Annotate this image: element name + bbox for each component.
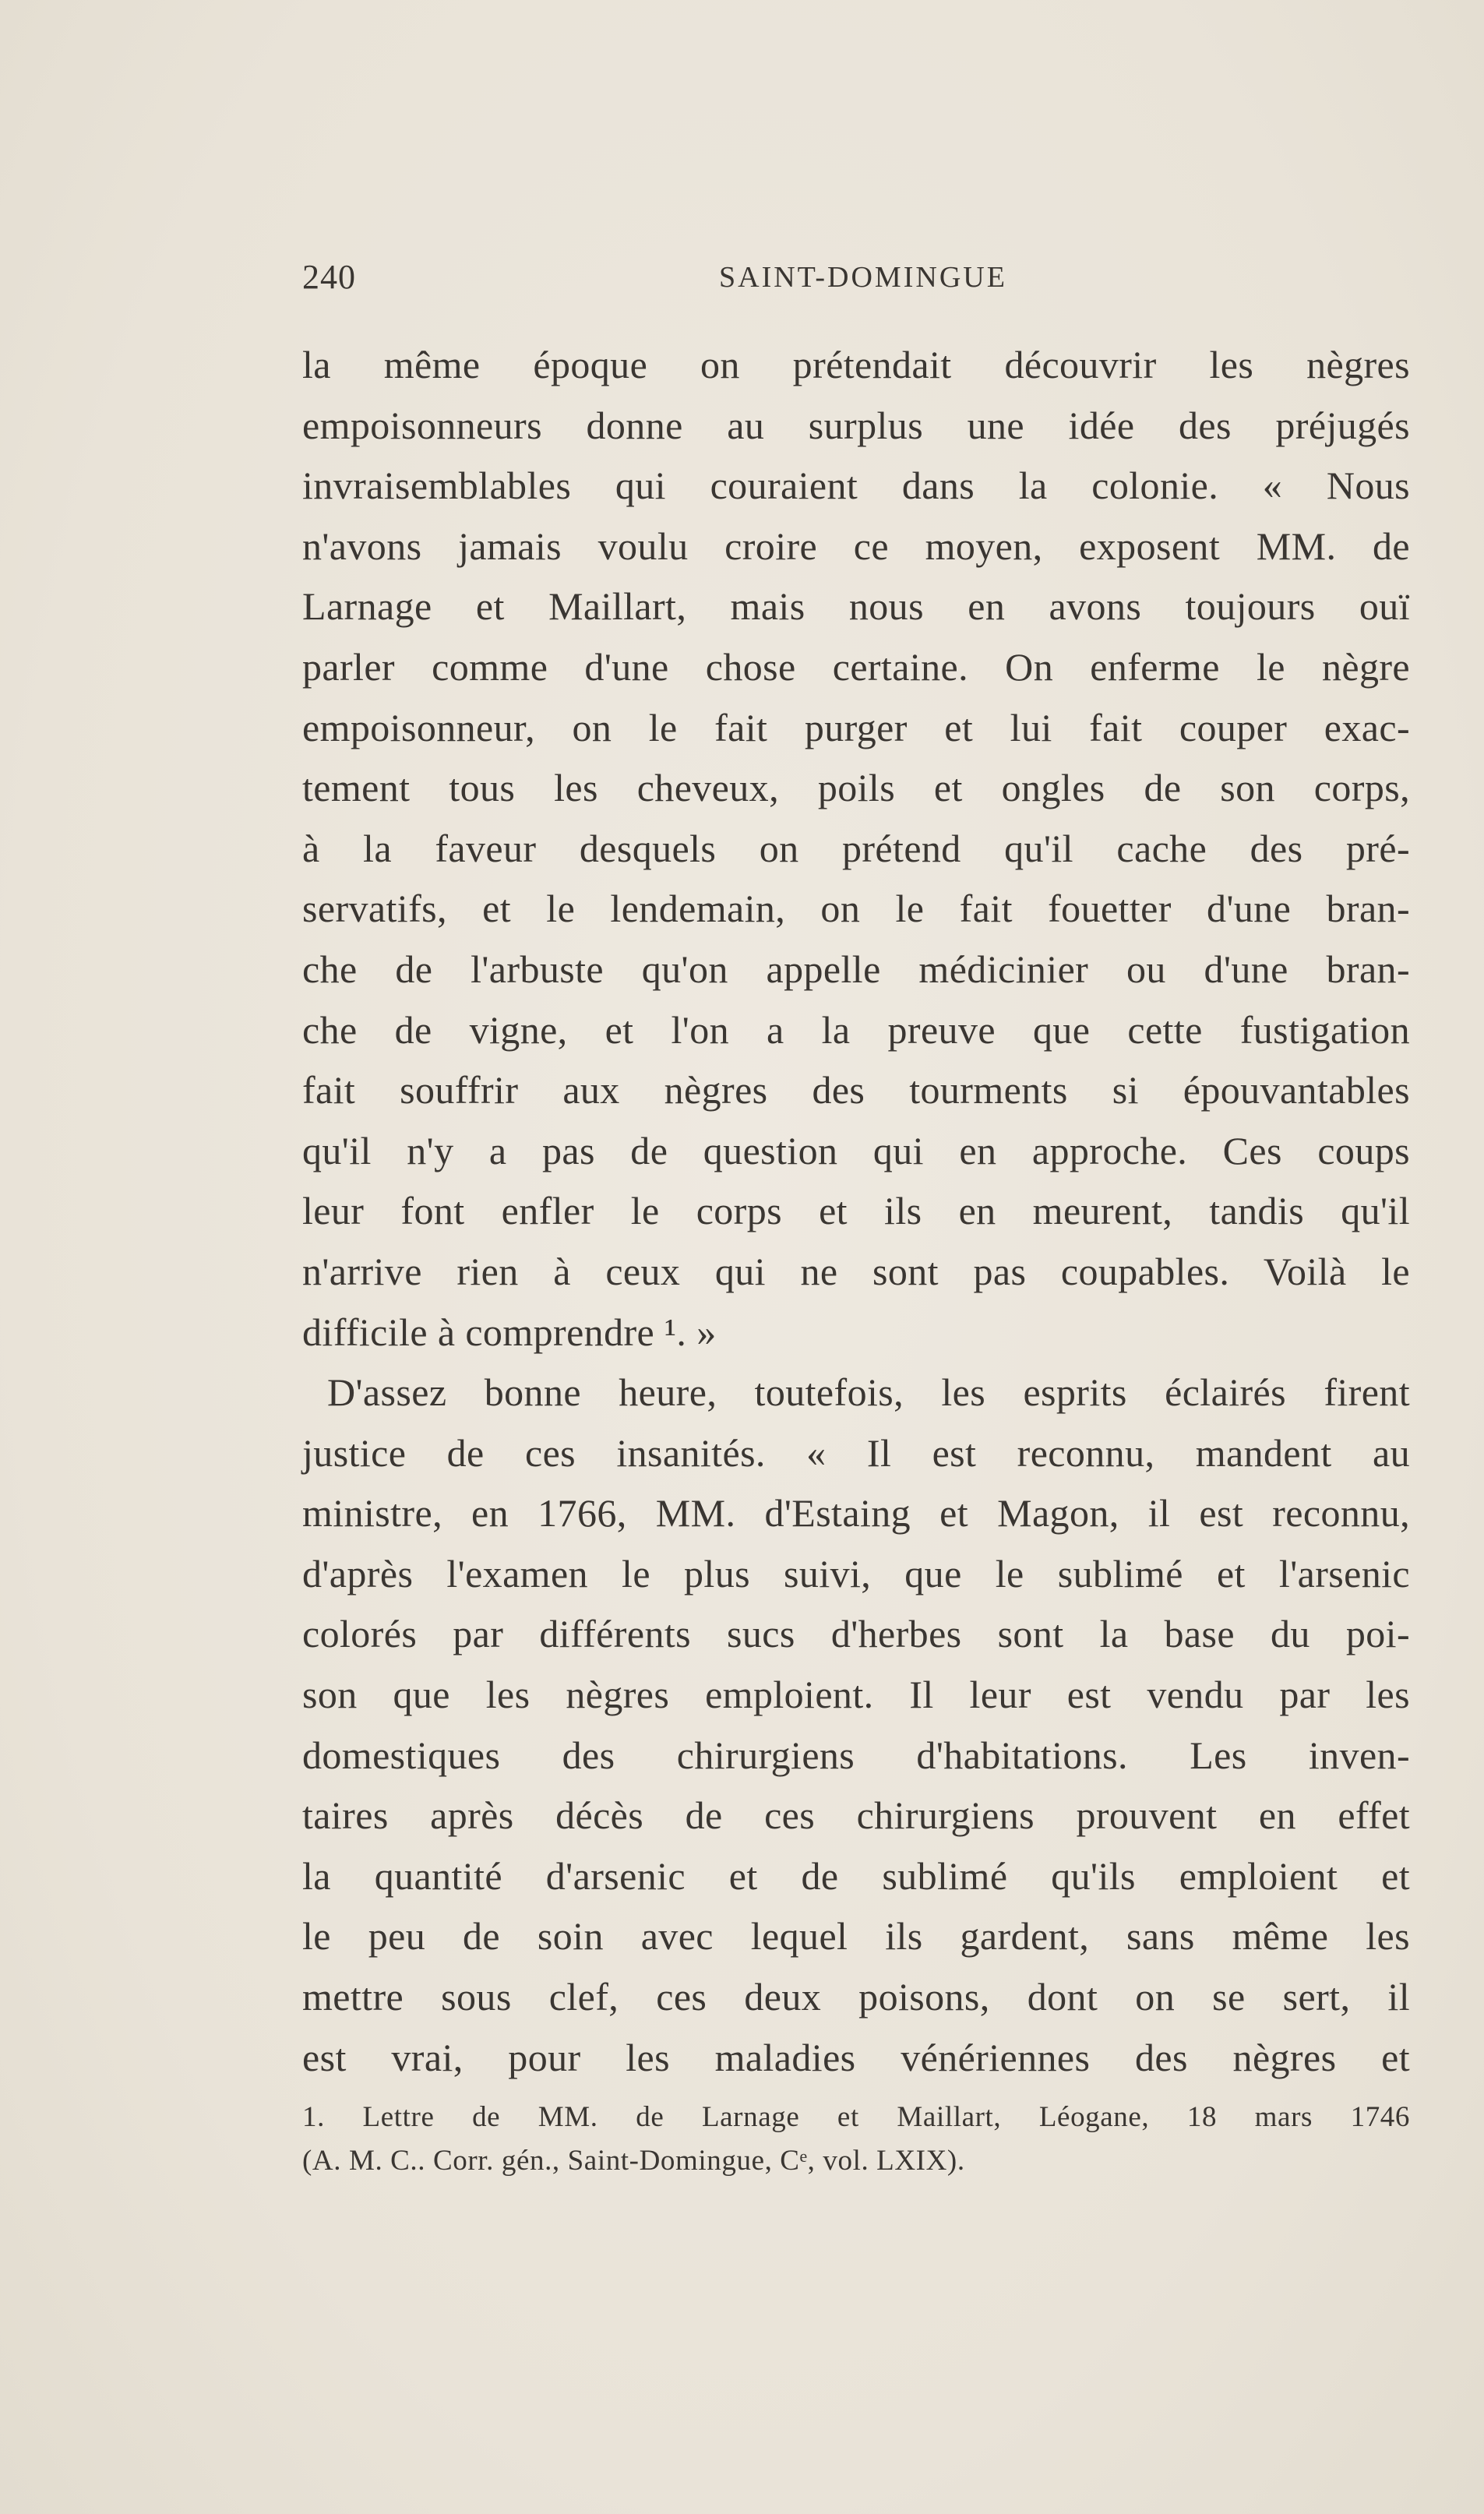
text-line: difficile à comprendre ¹. » <box>302 1310 717 1354</box>
footnotes <box>302 2096 1410 2183</box>
text-line: n'avons jamais voulu croire ce moyen, exposent MM. de <box>302 524 1410 568</box>
text-line: la quantité d'arsenic et de sublimé qu'ils emploient et <box>302 1853 1410 1898</box>
text-line: à la faveur desquels on prétend qu'il cache des pré- <box>302 826 1410 870</box>
text-line: Larnage et Maillart, mais nous en avons toujours ouï <box>302 584 1410 629</box>
text-line: d'après l'examen le plus suivi, que le sublimé et l'arsenic <box>302 1551 1410 1595</box>
text-line: parler comme d'une chose certaine. On enferme le nègre <box>302 644 1410 689</box>
text-line: le peu de soin avec lequel ils gardent, sans même les <box>302 1914 1410 1959</box>
footnote-line: (A. M. C.. Corr. gén., Saint-Domingue, Cᵉ, vol. LXIX). <box>302 2145 965 2177</box>
text-line: fait souffrir aux nègres des tourments si épouvantables <box>302 1068 1410 1112</box>
text-line: ministre, en 1766, MM. d'Estaing et Magon, il est reconnu, <box>302 1491 1410 1536</box>
text-line: colorés par différents sucs d'herbes sont la base du poi- <box>302 1612 1410 1656</box>
text-line: la même époque on prétendait découvrir les nègres <box>302 343 1410 386</box>
page-number: 240 <box>302 258 356 296</box>
text-line: empoisonneurs donne au surplus une idée des préjugés <box>302 403 1410 447</box>
text-line: taires après décès de ces chirurgiens prouvent en effet <box>302 1793 1410 1838</box>
text-line: servatifs, et le lendemain, on le fait fouetter d'une bran- <box>302 887 1410 931</box>
body-text <box>302 335 1410 2088</box>
text-line: n'arrive rien à ceux qui ne sont pas coupables. Voilà le <box>302 1249 1410 1293</box>
footnote-line: 1. Lettre de MM. de Larnage et Maillart, Léogane, 18 mars 1746 <box>302 2101 1410 2133</box>
text-line: son que les nègres emploient. Il leur est vendu par les <box>302 1673 1410 1717</box>
running-title: SAINT-DOMINGUE <box>719 261 1007 294</box>
text-line: D'assez bonne heure, toutefois, les esprits éclairés firent <box>327 1370 1410 1415</box>
text-line: tement tous les cheveux, poils et ongles de son corps, <box>302 766 1410 810</box>
text-line: invraisemblables qui couraient dans la colonie. « Nous <box>302 464 1410 508</box>
text-line: domestiques des chirurgiens d'habitations. Les inven- <box>302 1733 1410 1777</box>
text-line: mettre sous clef, ces deux poisons, dont on se sert, il <box>302 1975 1410 2019</box>
text-line: che de vigne, et l'on a la preuve que cette fustigation <box>302 1007 1410 1052</box>
text-line: che de l'arbuste qu'on appelle médicinier ou d'une bran- <box>302 947 1410 991</box>
running-head <box>302 257 1410 304</box>
text-line: est vrai, pour les maladies vénériennes des nègres et <box>302 2035 1410 2079</box>
text-line: qu'il n'y a pas de question qui en approche. Ces coups <box>302 1128 1410 1172</box>
text-line: empoisonneur, on le fait purger et lui fait couper exac- <box>302 705 1410 749</box>
text-line: justice de ces insanités. « Il est reconnu, mandent au <box>302 1430 1410 1475</box>
text-line: leur font enfler le corps et ils en meurent, tandis qu'il <box>302 1189 1410 1233</box>
